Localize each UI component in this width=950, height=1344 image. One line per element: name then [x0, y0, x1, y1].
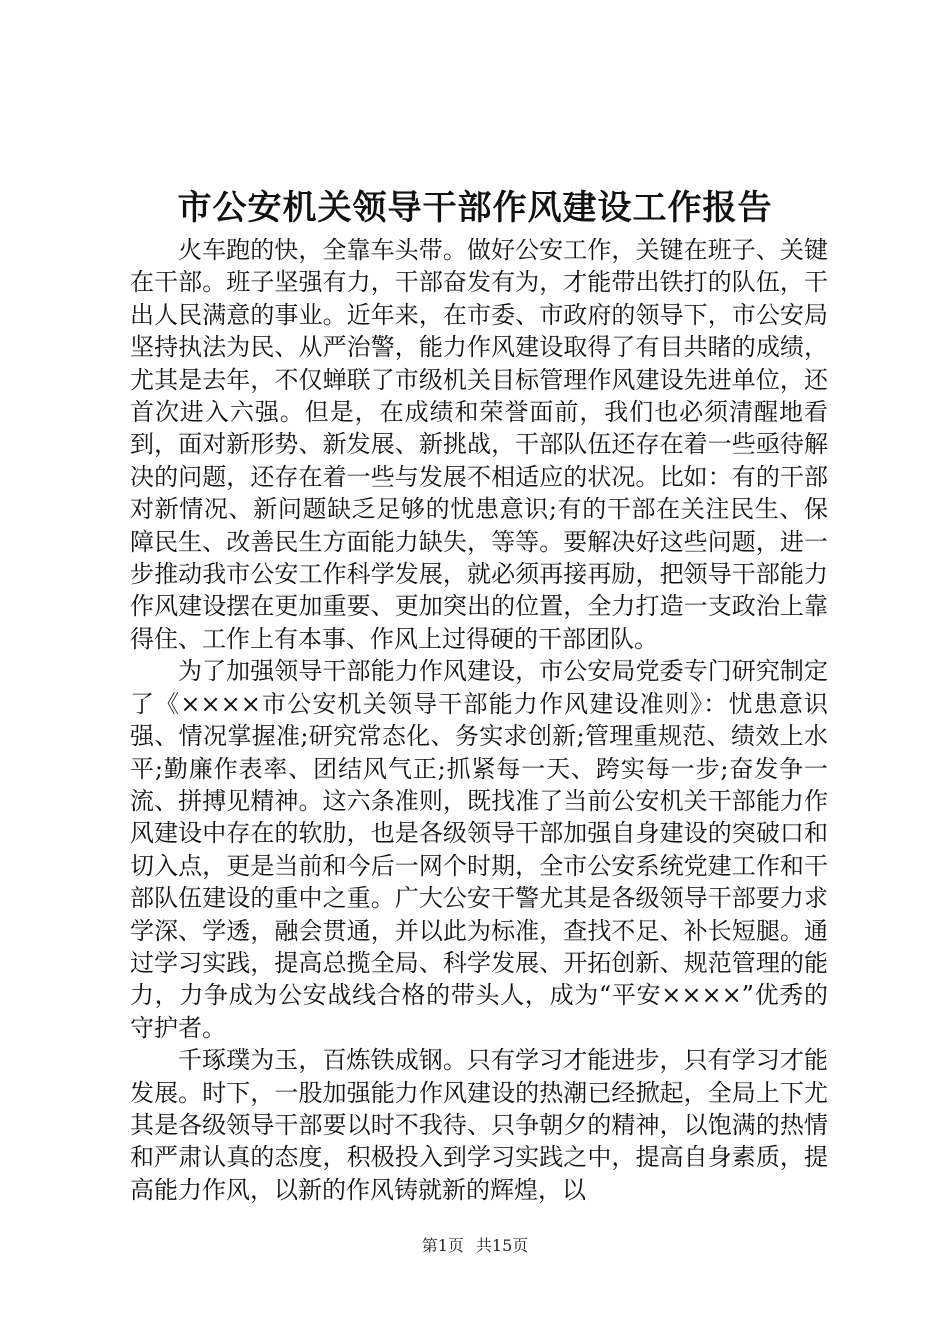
paragraph-1: 火车跑的快，全靠车头带。做好公安工作，关键在班子、关键在干部。班子坚强有力，干部奋发有为，才能带出铁打的队伍，干出人民满意的事业。近年来，在市委、市政府的领导下，市公安局坚持执法为民、从严治警，能力作风建设取得了有目共睹的成绩，尤其是去年，不仅蝉联了市级机关目标管理作风建设先进单位，还首次进入六强。但是，在成绩和荣誉面前，我们也必须清醒地看到，面对新形势、新发展、新挑战，干部队伍还存在着一些亟待解决的问题，还存在着一些与发展不相适应的状况。比如：有的干部对新情况、新问题缺乏足够的忧患意识;有的干部在关注民生、保障民生、改善民生方面能力缺失，等等。要解决好这些问题，进一步推动我市公安工作科学发展，就必须再接再励，把领导干部能力作风建设摆在更加重要、更加突出的位置，全力打造一支政治上靠得住、工作上有本事、作风上过得硬的干部团队。: [130, 236, 828, 653]
page-total: 共15页: [475, 1236, 529, 1255]
page-footer: [0, 1236, 950, 1256]
page-number: 第1页: [421, 1236, 464, 1255]
paragraph-3: 千琢璞为玉，百炼铁成钢。只有学习才能进步，只有学习才能发展。时下，一股加强能力作风建设的热潮已经掀起，全局上下尤其是各级领导干部要以时不我待、只争朝夕的精神，以饱满的热情和严肃认真的态度，积极投入到学习实践之中，提高自身素质，提高能力作风，以新的作风铸就新的辉煌，以: [130, 1046, 828, 1204]
document-title: 市公安机关领导干部作风建设工作报告: [177, 188, 773, 228]
document-body: [130, 234, 828, 1206]
paragraph-2: 为了加强领导干部能力作风建设，市公安局党委专门研究制定了《××××市公安机关领导干部能力作风建设准则》：忧患意识强、情况掌握准;研究常态化、务实求创新;管理重规范、绩效上水平;勤廉作表率、团结风气正;抓紧每一天、跨实每一步;奋发争一流、拼搏见精神。这六条准则，既找准了当前公安机关干部能力作风建设中存在的软肋，也是各级领导干部加强自身建设的突破口和切入点，更是当前和今后一网个时期，全市公安系统党建工作和干部队伍建设的重中之重。广大公安干警尤其是各级领导干部要力求学深、学透，融会贯通，并以此为标准，查找不足、补长短腿。通过学习实践，提高总揽全局、科学发展、开拓创新、规范管理的能力，力争成为公安战线合格的带头人，成为“平安××××”优秀的守护者。: [130, 657, 828, 1042]
